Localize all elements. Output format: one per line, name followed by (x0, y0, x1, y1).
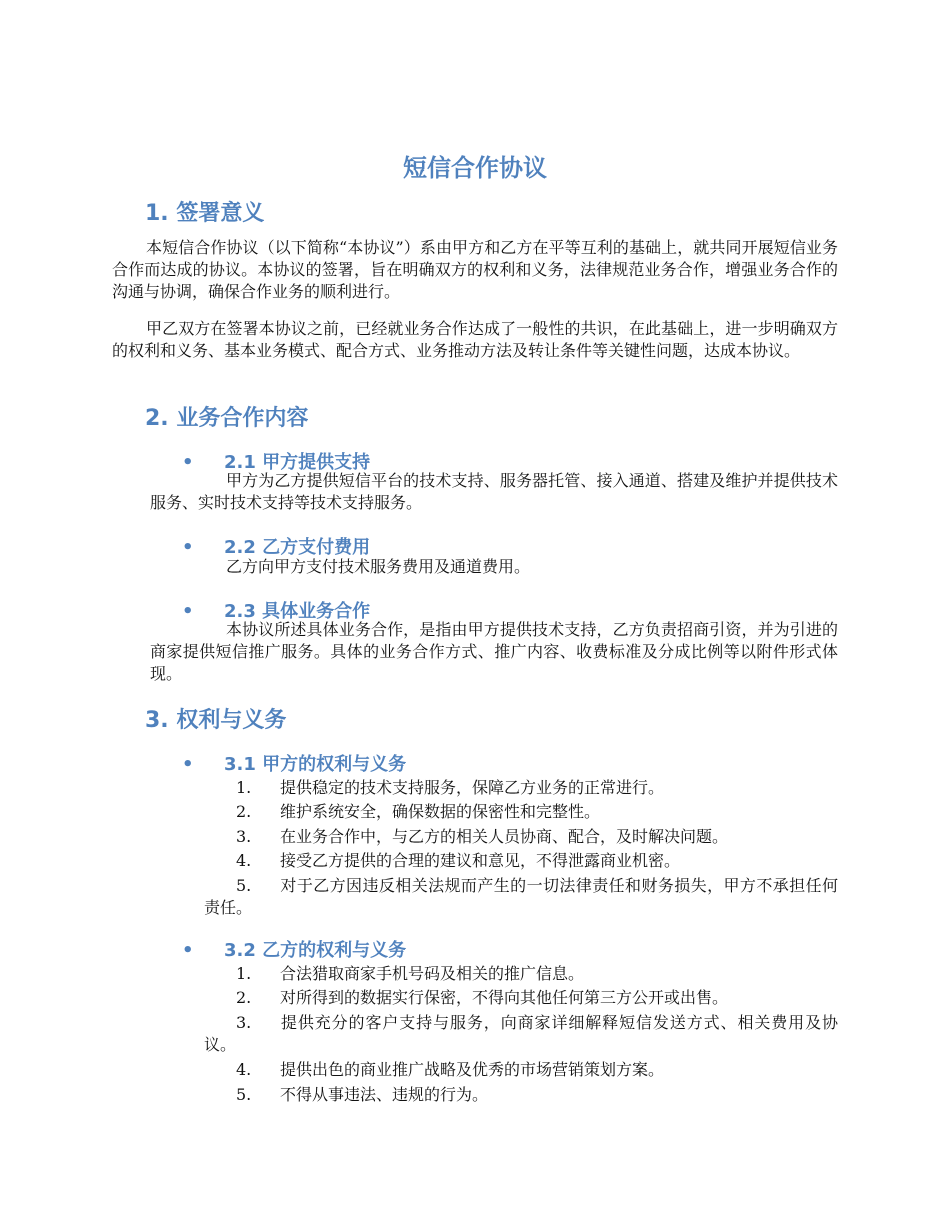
list-number: 5. (236, 1085, 252, 1104)
list-number: 4. (236, 1060, 252, 1079)
list-item-text: 提供稳定的技术支持服务，保障乙方业务的正常进行。 (280, 778, 665, 797)
subsection-heading-text: 2.3 具体业务合作 (224, 601, 371, 622)
list-item-text: 维护系统安全，确保数据的保密性和完整性。 (280, 802, 601, 821)
section-heading-2: 2. 业务合作内容 (145, 406, 309, 431)
subsection-text: 甲方为乙方提供短信平台的技术支持、服务器托管、接入通道、搭建及维护并提供技术服务、实时技术支持等技术支持服务。 (150, 471, 838, 512)
paragraph: 甲乙双方在签署本协议之前，已经就业务合作达成了一般性的共识，在此基础上，进一步明确双方的权利和义务、基本业务模式、配合方式、业务推动方法及转让条件等关键性问题，达成本协议。 (112, 319, 838, 360)
list-item (204, 1059, 838, 1081)
list-item-text: 对于乙方因违反相关法规而产生的一切法律责任和财务损失，甲方不承担任何责任。 (204, 876, 838, 917)
list-number: 4. (236, 851, 252, 870)
list-item (204, 801, 838, 823)
list-item-text: 不得从事违法、违规的行为。 (280, 1085, 489, 1104)
list-item (204, 1084, 838, 1106)
subsection-heading-3-2 (182, 936, 406, 962)
list-item (204, 826, 838, 848)
list-number: 2. (236, 802, 252, 821)
subsection-heading-3-1 (182, 750, 406, 776)
list-item-text: 提供充分的客户支持与服务，向商家详细解释短信发送方式、相关费用及协议。 (204, 1013, 838, 1054)
list-item (204, 875, 838, 919)
bullet-icon: • (182, 754, 194, 775)
list-item (204, 850, 838, 872)
document-title: 短信合作协议 (403, 154, 547, 182)
bullet-icon: • (182, 601, 194, 622)
section-heading-1: 1. 签署意义 (145, 201, 265, 226)
list-item (204, 1012, 838, 1056)
list-number: 2. (236, 988, 252, 1007)
bullet-icon: • (182, 940, 194, 961)
list-number: 3. (236, 827, 252, 846)
subsection-heading-text: 2.1 甲方提供支持 (224, 452, 371, 473)
list-item-text: 对所得到的数据实行保密，不得向其他任何第三方公开或出售。 (280, 988, 729, 1007)
section-heading-3: 3. 权利与义务 (145, 708, 287, 733)
list-number: 1. (236, 964, 252, 983)
list-item (204, 777, 838, 799)
list-item (204, 963, 838, 985)
list-item-text: 接受乙方提供的合理的建议和意见，不得泄露商业机密。 (280, 851, 681, 870)
list-item-text: 提供出色的商业推广战略及优秀的市场营销策划方案。 (280, 1060, 665, 1079)
list-number: 1. (236, 778, 252, 797)
list-item-text: 合法猎取商家手机号码及相关的推广信息。 (280, 964, 585, 983)
list-item-text: 在业务合作中，与乙方的相关人员协商、配合，及时解决问题。 (280, 827, 729, 846)
subsection-text: 本协议所述具体业务合作，是指由甲方提供技术支持，乙方负责招商引资，并为引进的商家提供短信推广服务。具体的业务合作方式、推广内容、收费标准及分成比例等以附件形式体现。 (150, 620, 838, 683)
list-number: 5. (236, 876, 252, 895)
list-number: 3. (236, 1013, 252, 1032)
list-item (204, 987, 838, 1009)
paragraph: 本短信合作协议（以下简称“本协议”）系由甲方和乙方在平等互利的基础上，就共同开展短信业务合作而达成的协议。本协议的签署，旨在明确双方的权利和义务，法律规范业务合作，增强业务合作的沟通与协调，确保合作业务的顺利进行。 (112, 238, 838, 301)
subsection-heading-text: 3.1 甲方的权利与义务 (224, 754, 407, 775)
subsection-heading-text: 2.2 乙方支付费用 (224, 537, 371, 558)
subsection-text: 乙方向甲方支付技术服务费用及通道费用。 (226, 557, 531, 576)
subsection-heading-text: 3.2 乙方的权利与义务 (224, 940, 407, 961)
bullet-icon: • (182, 537, 194, 558)
bullet-icon: • (182, 452, 194, 473)
